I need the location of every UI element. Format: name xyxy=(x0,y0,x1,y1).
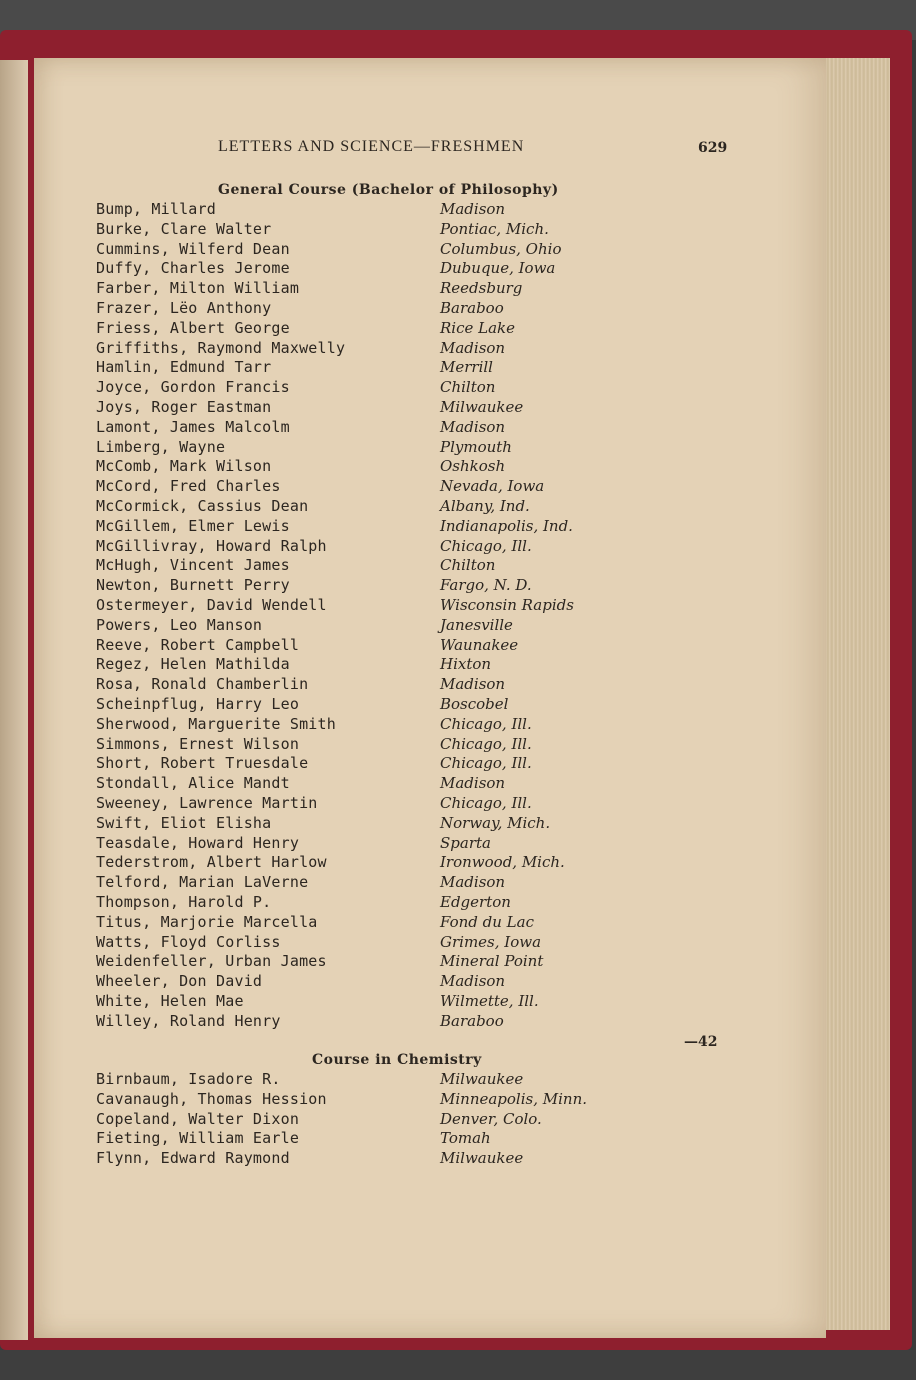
hometown: Chilton xyxy=(440,556,496,575)
student-name: Lamont, James Malcolm xyxy=(96,417,290,436)
student-name: Duffy, Charles Jerome xyxy=(96,259,290,278)
hometown: Nevada, Iowa xyxy=(440,477,545,496)
list-item xyxy=(0,1090,916,1110)
hometown: Sparta xyxy=(440,833,491,852)
student-name: Griffiths, Raymond Maxwelly xyxy=(96,338,346,357)
hometown: Denver, Colo. xyxy=(440,1109,542,1128)
hometown: Edgerton xyxy=(440,893,511,911)
hometown: Fargo, N. D. xyxy=(440,576,532,595)
list-item xyxy=(0,259,916,279)
hometown: Madison xyxy=(440,200,506,218)
hometown: Hixton xyxy=(440,655,492,674)
list-item xyxy=(0,1070,916,1090)
list-item xyxy=(0,675,916,695)
list-item xyxy=(0,596,916,616)
student-name: Sweeney, Lawrence Martin xyxy=(96,794,318,812)
list-item xyxy=(0,735,916,755)
hometown: Madison xyxy=(440,675,506,694)
hometown: Madison xyxy=(440,972,506,991)
hometown: Chilton xyxy=(440,378,496,397)
hometown: Norway, Mich. xyxy=(440,813,551,832)
student-name: Cummins, Wilferd Dean xyxy=(96,239,290,258)
student-name: Telford, Marian LaVerne xyxy=(96,873,309,892)
student-name: Stondall, Alice Mandt xyxy=(96,774,290,793)
student-name: Fieting, William Earle xyxy=(96,1129,300,1148)
list-item xyxy=(0,873,916,893)
student-name: McCord, Fred Charles xyxy=(96,477,281,496)
student-name: Frazer, Lëo Anthony xyxy=(96,299,272,317)
list-item xyxy=(0,477,916,497)
student-name: McGillivray, Howard Ralph xyxy=(96,536,327,555)
hometown: Madison xyxy=(440,338,506,357)
hometown: Dubuque, Iowa xyxy=(440,259,556,278)
list-item xyxy=(0,537,916,557)
student-name: Willey, Roland Henry xyxy=(96,1011,281,1030)
background-bottom xyxy=(0,1350,916,1380)
list-item xyxy=(0,339,916,359)
list-item xyxy=(0,457,916,477)
hometown: Chicago, Ill. xyxy=(440,714,532,733)
hometown: Boscobel xyxy=(440,695,509,713)
hometown: Columbus, Ohio xyxy=(440,239,562,258)
student-name: Simmons, Ernest Wilson xyxy=(96,734,300,753)
student-name: Joys, Roger Eastman xyxy=(96,398,272,416)
hometown: Merrill xyxy=(440,358,493,377)
student-name: McHugh, Vincent James xyxy=(96,556,290,575)
student-name: Copeland, Walter Dixon xyxy=(96,1109,300,1128)
hometown: Madison xyxy=(440,417,506,436)
list-item xyxy=(0,1012,916,1032)
hometown: Plymouth xyxy=(440,437,512,456)
student-name: Reeve, Robert Campbell xyxy=(96,635,300,654)
student-name: White, Helen Mae xyxy=(96,992,244,1010)
list-item xyxy=(0,952,916,972)
hometown: Tomah xyxy=(440,1129,491,1148)
list-item xyxy=(0,814,916,834)
hometown: Milwaukee xyxy=(440,1149,524,1168)
hometown: Reedsburg xyxy=(440,279,523,298)
hometown: Chicago, Ill. xyxy=(440,734,532,753)
list-item xyxy=(0,834,916,854)
student-name: Regez, Helen Mathilda xyxy=(96,655,290,674)
list-item xyxy=(0,794,916,814)
student-name: McCormick, Cassius Dean xyxy=(96,497,309,515)
hometown: Waunakee xyxy=(440,635,519,654)
student-name: Swift, Eliot Elisha xyxy=(96,813,272,832)
list-item xyxy=(0,853,916,873)
hometown: Wilmette, Ill. xyxy=(440,992,539,1010)
hometown: Wisconsin Rapids xyxy=(440,596,574,614)
student-name: Powers, Leo Manson xyxy=(96,615,263,634)
hometown: Ironwood, Mich. xyxy=(440,853,565,872)
list-item xyxy=(0,616,916,636)
student-name: McGillem, Elmer Lewis xyxy=(96,516,290,535)
list-item xyxy=(0,517,916,537)
list-item xyxy=(0,695,916,715)
student-name: Sherwood, Marguerite Smith xyxy=(96,714,336,733)
hometown: Milwaukee xyxy=(440,398,524,416)
list-item xyxy=(0,754,916,774)
student-name: Cavanaugh, Thomas Hession xyxy=(96,1089,327,1108)
list-item xyxy=(0,358,916,378)
hometown: Janesville xyxy=(440,615,513,634)
student-name: Ostermeyer, David Wendell xyxy=(96,596,327,614)
list-item xyxy=(0,240,916,260)
list-item xyxy=(0,279,916,299)
hometown: Madison xyxy=(440,873,506,892)
student-name: Burke, Clare Walter xyxy=(96,219,272,238)
hometown: Indianapolis, Ind. xyxy=(440,516,573,535)
list-item xyxy=(0,418,916,438)
list-item xyxy=(0,1149,916,1169)
hometown: Madison xyxy=(440,774,506,793)
student-name: Hamlin, Edmund Tarr xyxy=(96,358,272,377)
list-item xyxy=(0,715,916,735)
student-name: Short, Robert Truesdale xyxy=(96,754,309,773)
section-title-general: General Course (Bachelor of Philosophy) xyxy=(218,182,559,198)
hometown: Oshkosh xyxy=(440,457,506,476)
running-header: LETTERS AND SCIENCE—FRESHMEN xyxy=(218,138,525,155)
hometown: Milwaukee xyxy=(440,1070,524,1088)
hometown: Chicago, Ill. xyxy=(440,754,532,773)
student-name: Teasdale, Howard Henry xyxy=(96,833,300,852)
hometown: Chicago, Ill. xyxy=(440,794,532,812)
list-item xyxy=(0,636,916,656)
list-item xyxy=(0,972,916,992)
list-item xyxy=(0,378,916,398)
list-item xyxy=(0,200,916,220)
student-name: Wheeler, Don David xyxy=(96,972,263,991)
list-item xyxy=(0,220,916,240)
list-item xyxy=(0,438,916,458)
hometown: Chicago, Ill. xyxy=(440,536,532,555)
hometown: Minneapolis, Minn. xyxy=(440,1089,588,1108)
student-name: Flynn, Edward Raymond xyxy=(96,1149,290,1168)
student-name: Rosa, Ronald Chamberlin xyxy=(96,675,309,694)
section-total: —42 xyxy=(684,1034,718,1050)
student-name: Scheinpflug, Harry Leo xyxy=(96,695,300,713)
hometown: Fond du Lac xyxy=(440,912,534,931)
hometown: Grimes, Iowa xyxy=(440,932,542,951)
section-title-chemistry: Course in Chemistry xyxy=(312,1052,482,1068)
student-name: Bump, Millard xyxy=(96,200,216,218)
list-item xyxy=(0,1129,916,1149)
student-name: McComb, Mark Wilson xyxy=(96,457,272,476)
student-name: Newton, Burnett Perry xyxy=(96,576,290,595)
list-item xyxy=(0,992,916,1012)
list-item xyxy=(0,893,916,913)
hometown: Mineral Point xyxy=(440,952,544,971)
page-number: 629 xyxy=(698,140,728,156)
student-name: Limberg, Wayne xyxy=(96,437,226,456)
list-item xyxy=(0,933,916,953)
student-name: Weidenfeller, Urban James xyxy=(96,952,327,971)
student-name: Tederstrom, Albert Harlow xyxy=(96,853,327,872)
list-item xyxy=(0,319,916,339)
hometown: Baraboo xyxy=(440,299,504,317)
list-item xyxy=(0,556,916,576)
list-item xyxy=(0,299,916,319)
student-name: Joyce, Gordon Francis xyxy=(96,378,290,397)
hometown: Albany, Ind. xyxy=(440,497,530,515)
hometown: Rice Lake xyxy=(440,318,516,337)
list-item xyxy=(0,576,916,596)
hometown: Baraboo xyxy=(440,1011,504,1030)
list-item xyxy=(0,497,916,517)
list-item xyxy=(0,1110,916,1130)
hometown: Pontiac, Mich. xyxy=(440,219,549,238)
list-item xyxy=(0,774,916,794)
student-name: Birnbaum, Isadore R. xyxy=(96,1070,281,1088)
student-name: Watts, Floyd Corliss xyxy=(96,932,281,951)
list-item xyxy=(0,913,916,933)
student-name: Thompson, Harold P. xyxy=(96,893,272,911)
student-name: Titus, Marjorie Marcella xyxy=(96,912,318,931)
list-item xyxy=(0,398,916,418)
list-item xyxy=(0,655,916,675)
student-name: Farber, Milton William xyxy=(96,279,300,298)
student-name: Friess, Albert George xyxy=(96,318,290,337)
